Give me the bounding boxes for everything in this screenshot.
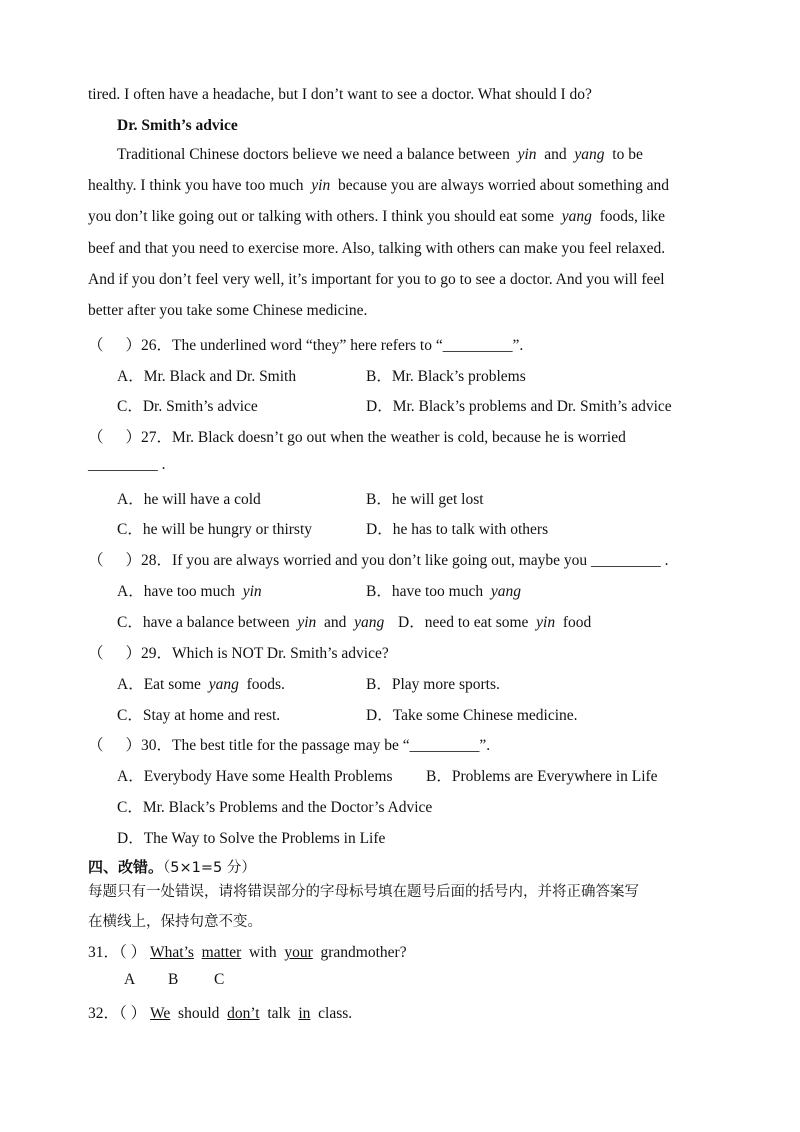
passage-line: tired. I often have a headache, but I don’t want to see a doctor. What should I do? — [88, 86, 592, 103]
question-number: 31．（ ） — [88, 944, 147, 961]
option-d: D．he has to talk with others — [366, 521, 549, 538]
option-b: B．he will get lost — [366, 491, 484, 508]
passage-term: yin — [311, 177, 331, 194]
option-a: A．Mr. Black and Dr. Smith — [117, 368, 297, 385]
passage-text: you don’t like going out or talking with others. I think you should eat some — [88, 208, 554, 225]
passage-line: better after you take some Chinese medicine. — [88, 302, 368, 319]
passage-text: and — [544, 146, 567, 163]
option-term: yang — [208, 676, 239, 693]
option-a — [117, 672, 285, 694]
answer-paren: （ — [88, 429, 104, 446]
passage-line — [88, 177, 669, 195]
passage-line: beef and that you need to exercise more. Also, talking with others can make you feel relaxed. — [88, 240, 666, 257]
option-d: D．The Way to Solve the Problems in Life — [117, 830, 386, 847]
option-letter-b: B — [168, 971, 179, 988]
option-b — [366, 579, 521, 601]
option-term: yang — [490, 583, 521, 600]
question-stem: 27．Mr. Black doesn’t go out when the weather is cold, because he is worried — [141, 429, 626, 446]
passage-text: because you are always worried about something and — [337, 177, 669, 194]
option-d: D．Take some Chinese medicine. — [366, 707, 578, 724]
answer-paren: （ — [88, 337, 104, 354]
option-text: A．Eat some — [117, 676, 201, 693]
sentence-word: should — [178, 1005, 220, 1022]
answer-paren: （ — [88, 645, 104, 662]
section-title: 四、改错。 — [88, 858, 164, 876]
error-option-b: don’t — [227, 1005, 260, 1022]
option-b: B．Mr. Black’s problems — [366, 368, 526, 385]
option-d — [398, 610, 591, 632]
error-option-a: What’s — [150, 944, 194, 961]
passage-text: Traditional Chinese doctors believe we need a balance between — [117, 146, 510, 163]
passage-text: to be — [612, 146, 643, 163]
option-c: C．Dr. Smith’s advice — [117, 398, 258, 415]
option-term: yin — [297, 614, 317, 631]
option-letter-c: C — [214, 971, 225, 988]
option-b: B．Problems are Everywhere in Life — [426, 768, 658, 785]
option-a — [117, 579, 262, 601]
passage-term: yang — [561, 208, 592, 225]
option-text: and — [324, 614, 347, 631]
passage-line — [88, 208, 665, 226]
question-27 — [88, 425, 626, 447]
question-stem: 29．Which is NOT Dr. Smith’s advice? — [141, 645, 389, 662]
question-32 — [88, 1001, 352, 1023]
question-26 — [88, 333, 523, 355]
question-stem: 26．The underlined word “they” here refers to “_________”. — [141, 337, 524, 354]
sentence-word: grandmother? — [320, 944, 407, 961]
option-term: yang — [354, 614, 385, 631]
question-29 — [88, 641, 389, 663]
question-blank-line: _________ . — [88, 456, 166, 473]
option-c — [117, 610, 384, 632]
question-30 — [88, 733, 490, 755]
passage-text: foods, like — [599, 208, 666, 225]
passage-text: healthy. I think you have too much — [88, 177, 304, 194]
option-a: A．Everybody Have some Health Problems — [117, 768, 393, 785]
option-c: C．Mr. Black’s Problems and the Doctor’s Advice — [117, 799, 433, 816]
passage-term: yin — [517, 146, 537, 163]
answer-paren: ） — [125, 429, 142, 446]
answer-paren: ） — [125, 645, 142, 662]
section-heading — [88, 856, 256, 877]
option-c: C．Stay at home and rest. — [117, 707, 281, 724]
question-stem: 28．If you are always worried and you don’t like going out, maybe you _________ . — [141, 552, 669, 569]
error-option-c: in — [298, 1005, 311, 1022]
option-letter-a: A — [124, 971, 136, 988]
section-instructions: 每题只有一处错误，请将错误部分的字母标号填在题号后面的括号内，并将正确答案写 — [88, 884, 639, 900]
sentence-word: class. — [318, 1005, 353, 1022]
option-text: food — [562, 614, 592, 631]
option-d: D．Mr. Black’s problems and Dr. Smith’s advice — [366, 398, 672, 415]
advice-heading: Dr. Smith’s advice — [117, 117, 238, 134]
passage-line — [117, 146, 643, 164]
option-text: D．need to eat some — [398, 614, 529, 631]
answer-paren: （ — [88, 737, 104, 754]
question-stem: 30．The best title for the passage may be “_________”. — [141, 737, 491, 754]
section-score: （5×1=5 分） — [163, 860, 256, 876]
option-text: B．have too much — [366, 583, 484, 600]
option-c: C．he will be hungry or thirsty — [117, 521, 313, 538]
answer-paren: （ — [88, 552, 104, 569]
option-text: A．have too much — [117, 583, 235, 600]
passage-line: And if you don’t feel very well, it’s important for you to go to see a doctor. And you will feel — [88, 271, 665, 288]
question-31 — [88, 940, 407, 962]
option-text: foods. — [246, 676, 285, 693]
option-b: B．Play more sports. — [366, 676, 500, 693]
answer-paren: ） — [125, 337, 142, 354]
section-instructions: 在横线上，保持句意不变。 — [88, 914, 262, 930]
option-a: A．he will have a cold — [117, 491, 261, 508]
answer-paren: ） — [125, 552, 142, 569]
option-term: yin — [242, 583, 262, 600]
question-28 — [88, 548, 669, 570]
passage-term: yang — [574, 146, 605, 163]
option-term: yin — [536, 614, 556, 631]
sentence-word: with — [249, 944, 277, 961]
error-option-a: We — [150, 1005, 171, 1022]
error-option-b: matter — [201, 944, 242, 961]
answer-paren: ） — [125, 737, 142, 754]
sentence-word: talk — [267, 1005, 291, 1022]
question-number: 32．（ ） — [88, 1005, 147, 1022]
option-text: C．have a balance between — [117, 614, 290, 631]
error-option-c: your — [284, 944, 313, 961]
